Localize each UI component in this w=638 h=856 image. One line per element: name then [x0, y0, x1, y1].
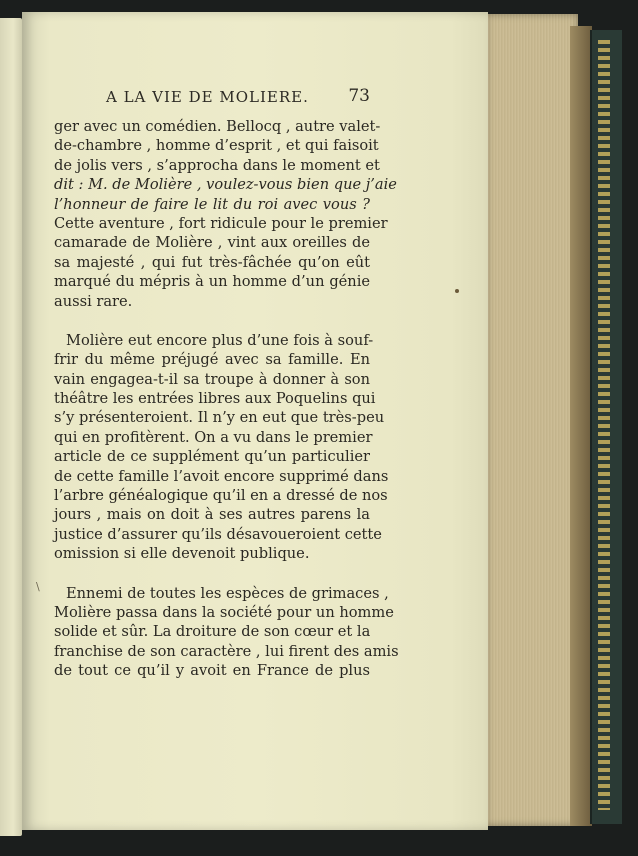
text-line: Molière passa dans la société pour un homme [54, 603, 394, 621]
paragraph-gap [54, 564, 370, 584]
text-line: de jolis vers , s’approcha dans le moment et [54, 156, 380, 174]
text-line: camarade de Molière , vint aux oreilles de [54, 234, 370, 252]
text-line: théâtre les entrées libres aux Poquelins qui [54, 390, 376, 408]
paragraph-gap [54, 311, 370, 331]
text-line: sa majesté , qui fut très-fâchée qu’on eût [54, 253, 370, 271]
text-line: jours , mais on doit à ses autres parens la [54, 506, 370, 524]
text-line: de cette famille l’avoit encore supprimé dans [54, 467, 389, 485]
text-line: Cette aventure , fort ridicule pour le premier [54, 214, 388, 232]
ink-spot [455, 289, 459, 293]
text-line: de-chambre , homme d’esprit , et qui faisoit [54, 137, 379, 155]
text-line: justice d’assurer qu’ils désavoueroient cette [54, 525, 382, 543]
text-line: aussi rare. [54, 292, 133, 310]
text-line-quote: l’honneur de faire le lit du roi avec vous ? [54, 195, 370, 213]
margin-mark: \ [36, 580, 40, 593]
page-number: 73 [348, 86, 370, 106]
text-line: vain engagea-t-il sa troupe à donner à son [54, 370, 370, 388]
text-line: article de ce supplément qu’un particulier [54, 448, 370, 466]
text-line: franchise de son caractère , lui firent des amis [54, 642, 399, 660]
text-line: ger avec un comédien. Bellocq , autre valet- [54, 118, 381, 135]
body-text [54, 117, 399, 681]
book-page-edges [486, 14, 578, 826]
text-line: Molière eut encore plus d’une fois à souf- [66, 331, 374, 349]
gilt-edge-decoration [598, 40, 610, 810]
text-line: s’y présenteroient. Il n’y en eut que très-peu [54, 409, 385, 427]
running-head: A LA VIE DE MOLIERE. [106, 88, 309, 106]
text-line: omission si elle devenoit publique. [54, 545, 310, 563]
left-page-edge [0, 18, 22, 836]
text-line: frir du même préjugé avec sa famille. En [54, 351, 370, 369]
text-line-quote: dit : M. de Molière , voulez-vous bien que j’aie [54, 176, 397, 194]
text-line: marqué du mépris à un homme d’un génie [54, 273, 370, 291]
page-header [64, 86, 370, 112]
page-edges-shade [570, 26, 592, 826]
text-line: l’arbre généalogique qu’il en a dressé de nos [54, 487, 388, 505]
text-line: de tout ce qu’il y avoit en France de plus [54, 662, 370, 680]
text-line: Ennemi de toutes les espèces de grimaces , [66, 584, 389, 602]
text-line: qui en profitèrent. On a vu dans le premier [54, 428, 373, 446]
text-line: solide et sûr. La droiture de son cœur et la [54, 623, 371, 641]
